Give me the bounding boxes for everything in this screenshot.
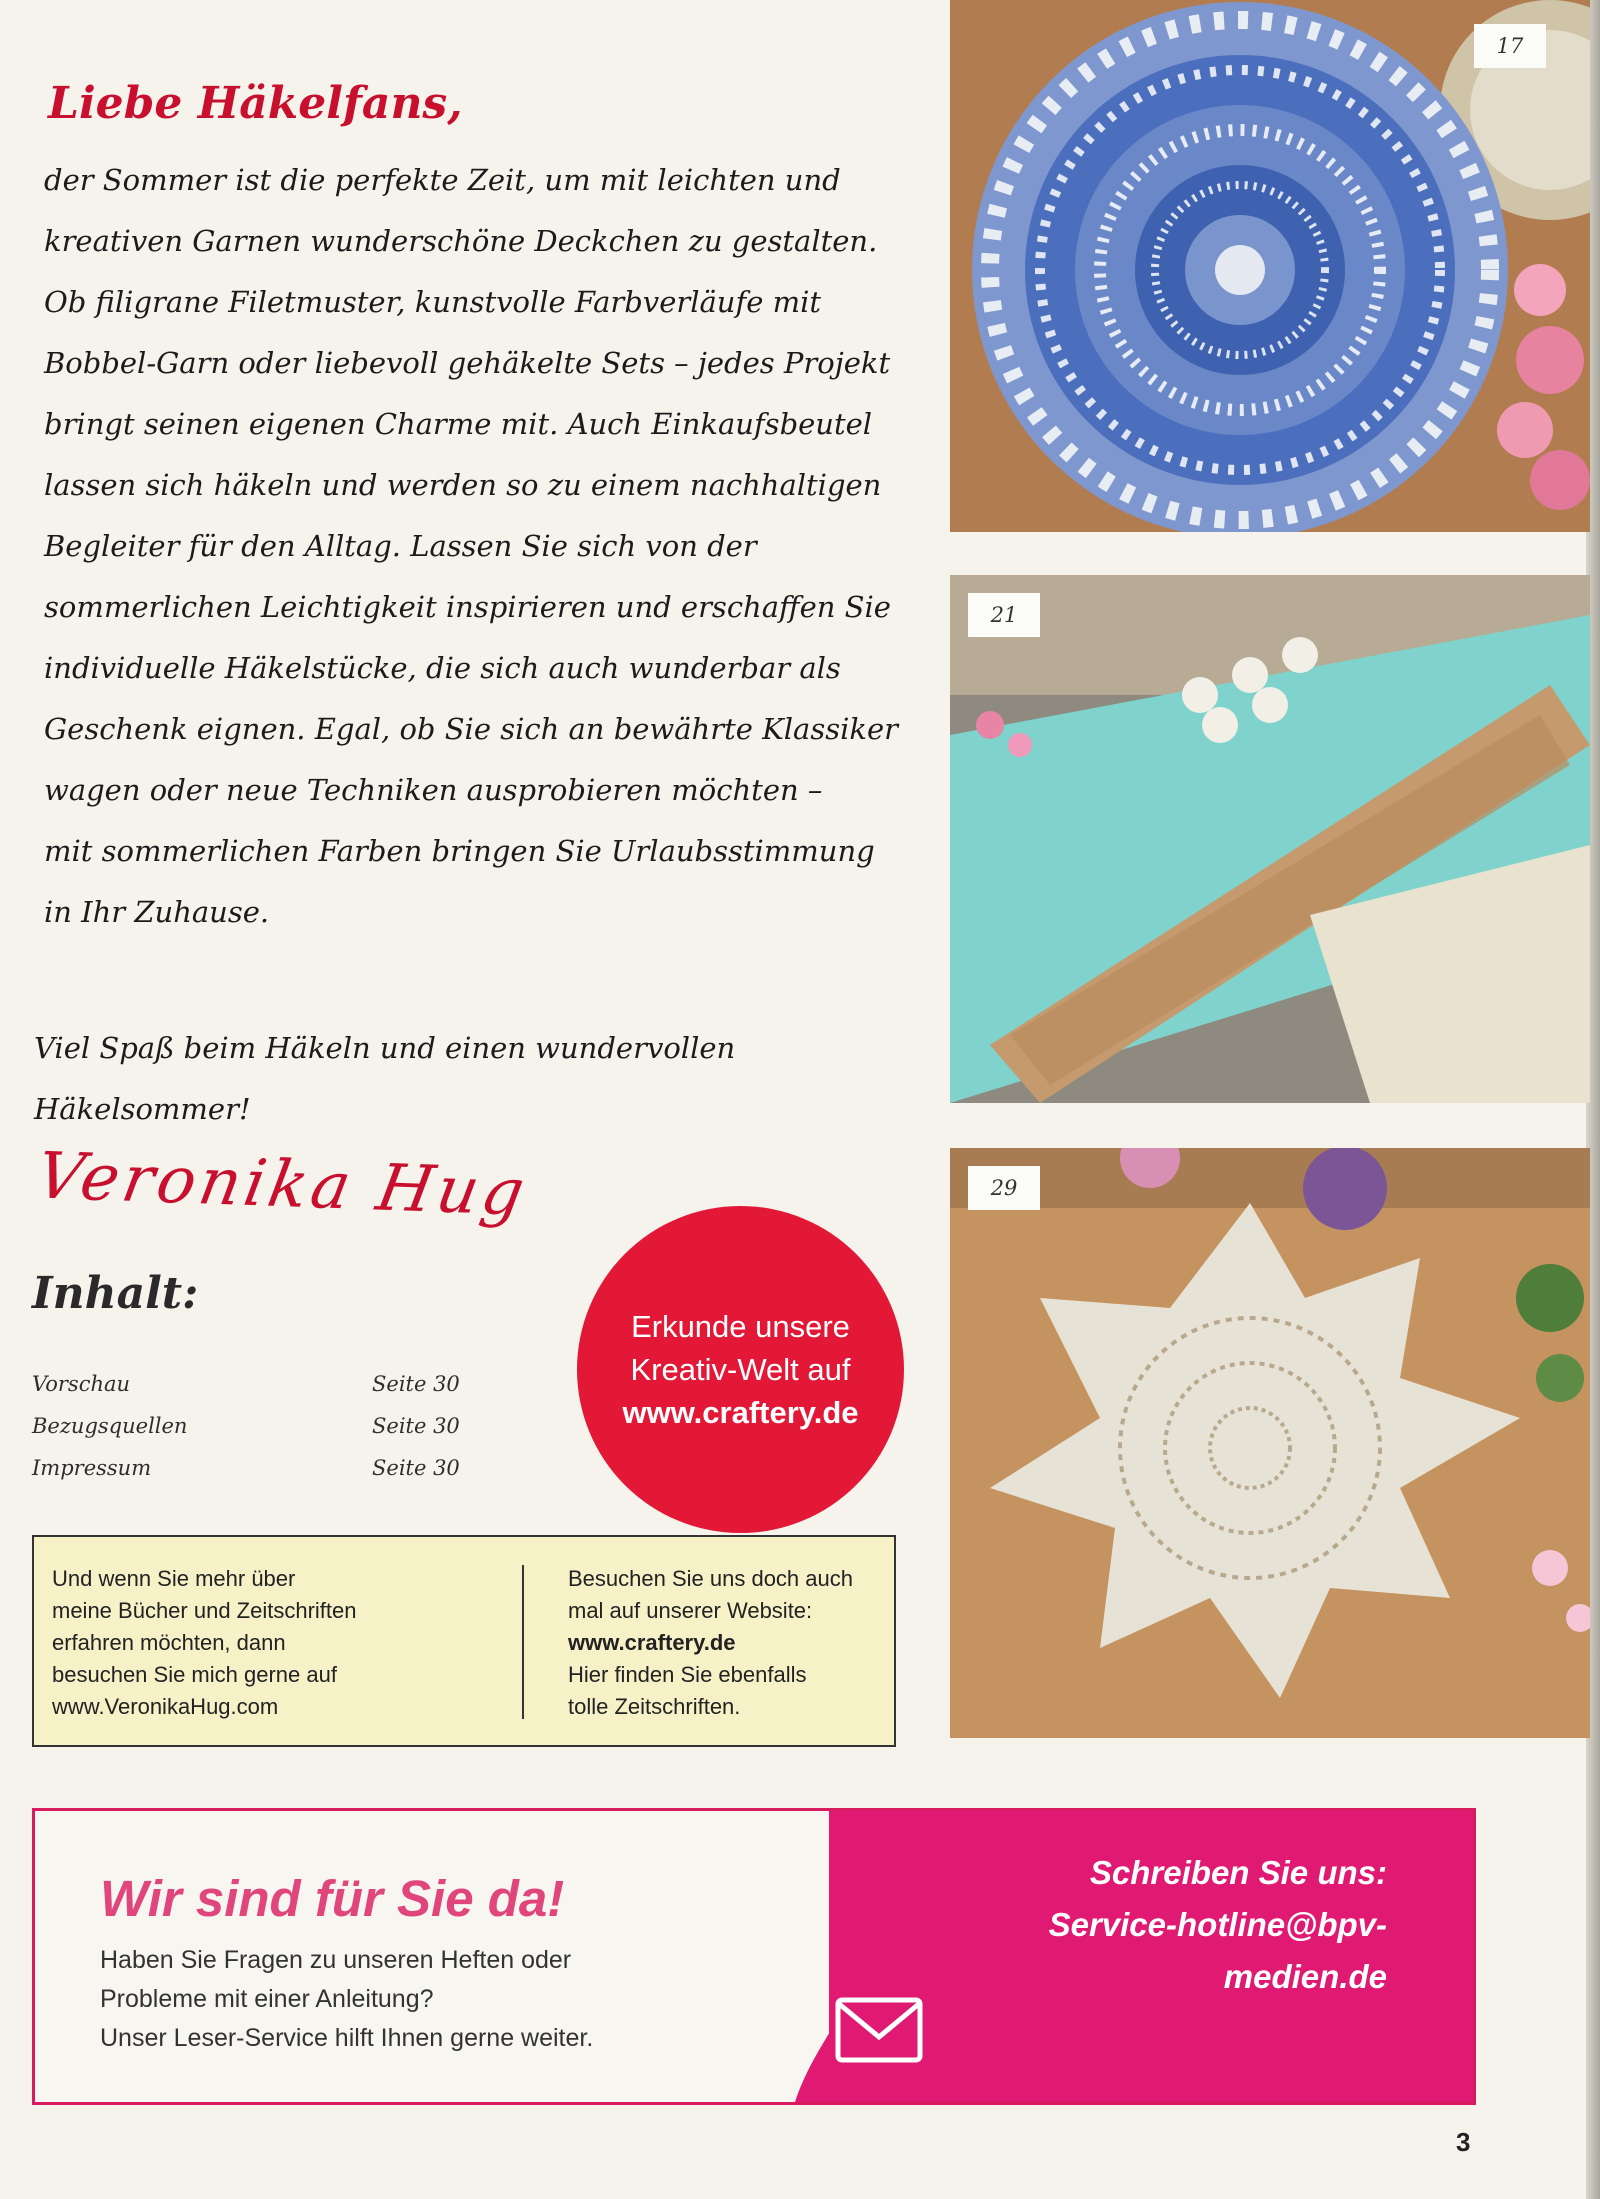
service-contact [1049, 1847, 1387, 2003]
envelope-icon[interactable] [835, 1997, 923, 2063]
letter-line: Bobbel-Garn oder liebevoll gehäkelte Sets – jedes Projekt [44, 346, 891, 380]
letter-line: Geschenk eignen. Egal, ob Sie sich an bewährte Klassiker [44, 712, 898, 746]
toc-item[interactable] [32, 1372, 472, 1414]
toc-item-page: Seite 30 [372, 1456, 460, 1480]
toc-title: Inhalt: [32, 1268, 199, 1319]
page-ref-label: 29 [968, 1166, 1040, 1210]
letter-greeting: Liebe Häkelfans, [48, 78, 463, 129]
closing-line: Häkelsommer! [34, 1092, 251, 1126]
contact-email-link[interactable]: Service-hotline@bpv- [1048, 1906, 1387, 1943]
letter-line: Begleiter für den Alltag. Lassen Sie sich von der [44, 529, 757, 563]
closing-line: Viel Spaß beim Häkeln und einen wundervollen [34, 1031, 736, 1065]
photo-table-runner[interactable] [950, 575, 1590, 1103]
letter-line: der Sommer ist die perfekte Zeit, um mit leichten und [44, 163, 841, 197]
star-doily-image [950, 1148, 1590, 1738]
toc-item-label: Bezugsquellen [32, 1414, 188, 1438]
craftery-website-link[interactable]: www.craftery.de [568, 1630, 736, 1655]
toc-item-label: Impressum [32, 1456, 152, 1480]
contact-line: Schreiben Sie uns: [1089, 1854, 1387, 1891]
service-line: Probleme mit einer Anleitung? [100, 1985, 434, 2013]
letter-line: bringt seinen eigenen Charme mit. Auch Einkaufsbeutel [44, 407, 873, 441]
craftery-promo-circle[interactable] [577, 1206, 904, 1533]
info-box-publisher [550, 1537, 853, 1745]
reader-service-banner [32, 1808, 1476, 2105]
letter-line: sommerlichen Leichtigkeit inspirieren und erschaffen Sie [44, 590, 891, 624]
letter-closing [34, 1018, 914, 1140]
page-number: 3 [1456, 2127, 1471, 2157]
info-line: Hier finden Sie ebenfalls [568, 1662, 807, 1687]
service-line: Unser Leser-Service hilft Ihnen gerne weiter. [100, 2024, 594, 2052]
promo-line: Erkunde unsere [631, 1309, 850, 1344]
toc-item-page: Seite 30 [372, 1372, 460, 1396]
info-line: tolle Zeitschriften. [568, 1694, 741, 1719]
toc-item-page: Seite 30 [372, 1414, 460, 1438]
info-box [32, 1535, 896, 1747]
info-box-divider [522, 1565, 524, 1719]
toc-item[interactable] [32, 1456, 472, 1498]
info-line: besuchen Sie mich gerne auf [52, 1662, 337, 1687]
service-description [100, 1941, 593, 2058]
service-title: Wir sind für Sie da! [100, 1870, 565, 1927]
letter-body [44, 150, 914, 943]
page-ref-label: 21 [968, 593, 1040, 637]
letter-line: Ob filigrane Filetmuster, kunstvolle Farbverläufe mit [44, 285, 821, 319]
letter-line: mit sommerlichen Farben bringen Sie Urlaubsstimmung [44, 834, 875, 868]
page-ref-label: 17 [1474, 24, 1546, 68]
info-line: mal auf unserer Website: [568, 1598, 813, 1623]
letter-line: kreativen Garnen wunderschöne Deckchen zu gestalten. [44, 224, 878, 258]
info-line: Besuchen Sie uns doch auch [568, 1566, 853, 1591]
letter-line: in Ihr Zuhause. [44, 895, 270, 929]
letter-line: wagen oder neue Techniken ausprobieren möchten – [44, 773, 823, 807]
photo-blue-doily[interactable] [950, 0, 1590, 532]
contact-email-link[interactable]: medien.de [1223, 1958, 1387, 1995]
signature: Veronika Hug [30, 1139, 534, 1231]
table-runner-image [950, 575, 1590, 1103]
service-line: Haben Sie Fragen zu unseren Heften oder [100, 1946, 572, 1974]
info-line: erfahren möchten, dann [52, 1630, 286, 1655]
promo-line: Kreativ-Welt auf [630, 1352, 851, 1387]
letter-line: lassen sich häkeln und werden so zu einem nachhaltigen [44, 468, 882, 502]
toc-item-label: Vorschau [32, 1372, 131, 1396]
photo-star-doily[interactable] [950, 1148, 1590, 1738]
info-line: Und wenn Sie mehr über [52, 1566, 296, 1591]
info-box-author [34, 1537, 522, 1745]
toc-item[interactable] [32, 1414, 472, 1456]
promo-url-link[interactable]: www.craftery.de [622, 1395, 859, 1430]
doily-blue-image [950, 0, 1590, 532]
author-website-link[interactable]: www.VeronikaHug.com [52, 1694, 279, 1719]
toc-list [32, 1372, 472, 1498]
letter-line: individuelle Häkelstücke, die sich auch wunderbar als [44, 651, 841, 685]
info-line: meine Bücher und Zeitschriften [52, 1598, 357, 1623]
